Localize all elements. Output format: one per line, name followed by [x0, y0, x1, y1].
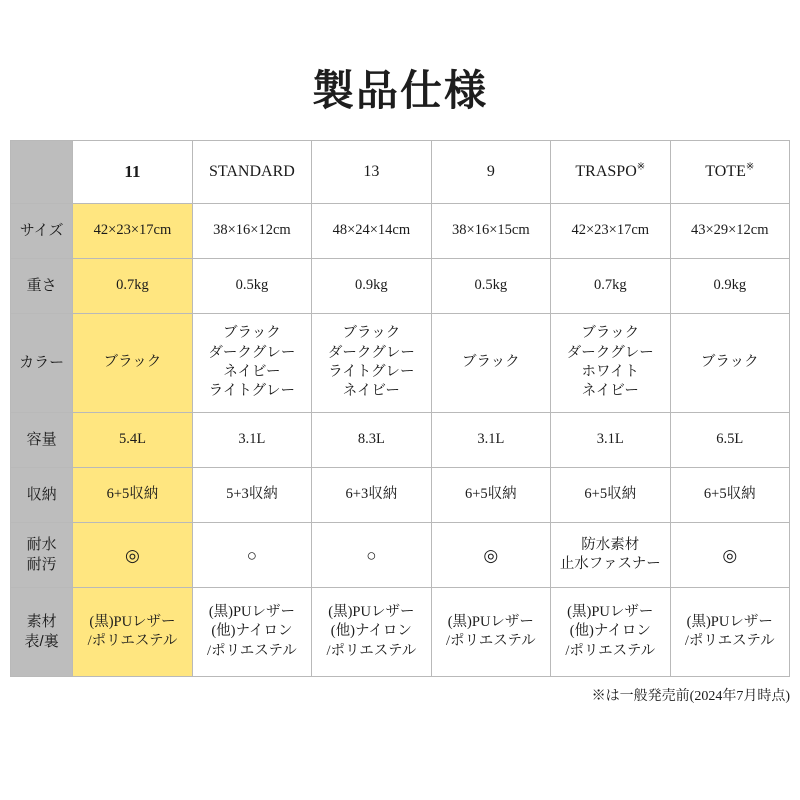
table-row-material	[11, 588, 790, 677]
cell-size-2: 48×24×14cm	[312, 204, 431, 259]
table-row-color	[11, 314, 790, 413]
row-header-water-resistance	[11, 523, 73, 588]
row-header-water-line-0: 耐水	[26, 535, 57, 553]
cell-size-0: 42×23×17cm	[73, 204, 192, 259]
row-header-material-line-0: 素材	[26, 612, 57, 630]
table-row-water-resistance	[11, 523, 790, 588]
table-row-storage	[11, 468, 790, 523]
row-header-size: サイズ	[11, 204, 73, 259]
cell-weight-5: 0.9kg	[670, 259, 790, 314]
spec-table	[10, 140, 790, 677]
column-header-1	[192, 141, 311, 204]
row-header-capacity: 容量	[11, 413, 73, 468]
cell-material-2: (黒)PUレザー (他)ナイロン /ポリエステル	[312, 588, 431, 677]
cell-material-0: (黒)PUレザー /ポリエステル	[73, 588, 192, 677]
column-header-label-4: TRASPO	[575, 163, 637, 181]
column-header-label-3: 9	[486, 163, 495, 181]
cell-capacity-4: 3.1L	[551, 413, 670, 468]
column-header-mark-4: ※	[636, 161, 646, 173]
column-header-3	[431, 141, 550, 204]
cell-storage-2: 6+3収納	[312, 468, 431, 523]
column-header-0	[73, 141, 192, 204]
cell-storage-4: 6+5収納	[551, 468, 670, 523]
cell-water-3: ◎	[431, 523, 550, 588]
table-footnote: ※は一般発売前(2024年7月時点)	[591, 689, 790, 704]
column-header-label-0: 11	[124, 161, 141, 181]
table-row-capacity	[11, 413, 790, 468]
cell-color-3: ブラック	[431, 314, 550, 413]
table-corner-cell	[11, 141, 73, 204]
cell-storage-5: 6+5収納	[670, 468, 790, 523]
cell-capacity-5: 6.5L	[670, 413, 790, 468]
cell-water-2: ○	[312, 523, 431, 588]
cell-color-0: ブラック	[73, 314, 192, 413]
cell-size-1: 38×16×12cm	[192, 204, 311, 259]
cell-size-5: 43×29×12cm	[670, 204, 790, 259]
table-row-weight	[11, 259, 790, 314]
cell-capacity-3: 3.1L	[431, 413, 550, 468]
row-header-weight: 重さ	[11, 259, 73, 314]
cell-storage-1: 5+3収納	[192, 468, 311, 523]
cell-storage-3: 6+5収納	[431, 468, 550, 523]
table-body	[11, 204, 790, 677]
row-header-water-line-1: 耐汚	[26, 556, 57, 573]
cell-color-2: ブラック ダークグレー ライトグレー ネイビー	[312, 314, 431, 413]
cell-water-0: ◎	[73, 523, 192, 588]
cell-water-1: ○	[192, 523, 311, 588]
cell-color-4: ブラック ダークグレー ホワイト ネイビー	[551, 314, 670, 413]
cell-capacity-2: 8.3L	[312, 413, 431, 468]
column-header-label-1: STANDARD	[208, 163, 295, 181]
column-header-5	[670, 141, 790, 204]
column-header-label-2: 13	[363, 163, 380, 181]
cell-weight-4: 0.7kg	[551, 259, 670, 314]
cell-color-5: ブラック	[670, 314, 790, 413]
cell-weight-0: 0.7kg	[73, 259, 192, 314]
cell-size-3: 38×16×15cm	[431, 204, 550, 259]
table-header	[11, 141, 790, 204]
cell-weight-2: 0.9kg	[312, 259, 431, 314]
row-header-storage: 収納	[11, 468, 73, 523]
cell-water-4: 防水素材 止水ファスナー	[551, 523, 670, 588]
cell-capacity-0: 5.4L	[73, 413, 192, 468]
row-header-material	[11, 588, 73, 677]
page-title: 製品仕様	[311, 67, 488, 114]
cell-color-1: ブラック ダークグレー ネイビー ライトグレー	[192, 314, 311, 413]
cell-weight-1: 0.5kg	[192, 259, 311, 314]
cell-water-5: ◎	[670, 523, 790, 588]
cell-size-4: 42×23×17cm	[551, 204, 670, 259]
cell-material-4: (黒)PUレザー (他)ナイロン /ポリエステル	[551, 588, 670, 677]
cell-storage-0: 6+5収納	[73, 468, 192, 523]
column-header-mark-5: ※	[745, 161, 755, 173]
cell-weight-3: 0.5kg	[431, 259, 550, 314]
column-header-label-5: TOTE	[705, 163, 746, 181]
table-header-row	[11, 141, 790, 204]
cell-capacity-1: 3.1L	[192, 413, 311, 468]
cell-material-5: (黒)PUレザー /ポリエステル	[670, 588, 790, 677]
cell-material-1: (黒)PUレザー (他)ナイロン /ポリエステル	[192, 588, 311, 677]
column-header-2	[312, 141, 431, 204]
row-header-color: カラー	[11, 314, 73, 413]
table-row-size	[11, 204, 790, 259]
cell-material-3: (黒)PUレザー /ポリエステル	[431, 588, 550, 677]
column-header-4	[551, 141, 670, 204]
row-header-material-line-1: 表/裏	[24, 633, 59, 650]
